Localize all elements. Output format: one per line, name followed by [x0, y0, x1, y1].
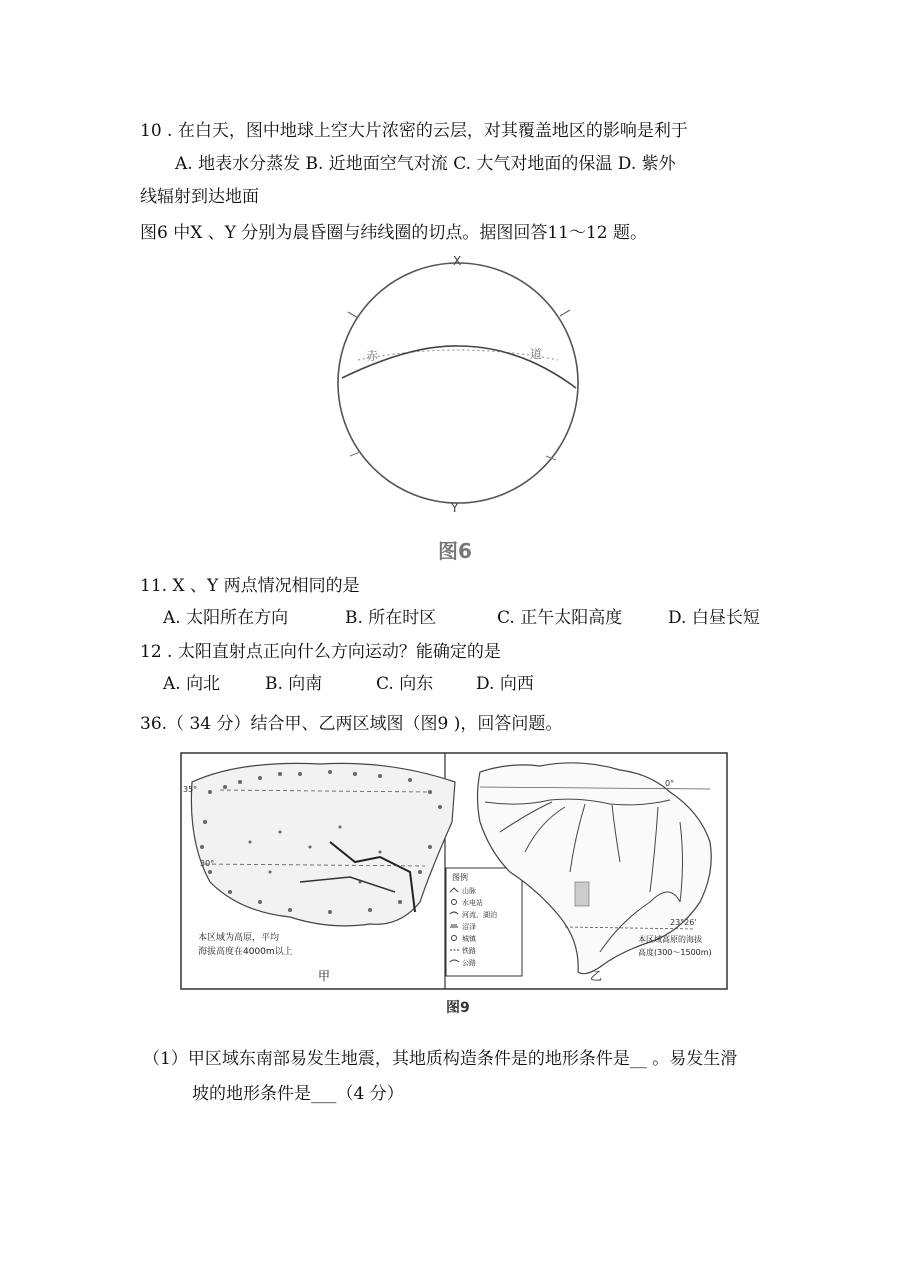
- right-lat-0-label: 0°: [665, 779, 675, 788]
- tick-sw: [350, 452, 360, 456]
- q11-stem: 11. X 、Y 两点情况相同的是: [140, 576, 360, 596]
- q36-1-line2: 坡的地形条件是___（4 分）: [192, 1084, 404, 1104]
- legend-item-rivers: 河流、湖泊: [462, 911, 497, 919]
- figure-9-maps: [180, 752, 728, 992]
- q11-option-c: C. 正午太阳高度: [497, 608, 623, 628]
- q12-option-b: B. 向南: [265, 674, 323, 694]
- lat-35-label: 35°: [183, 785, 198, 794]
- panel-left-label: 甲: [318, 969, 331, 983]
- legend-item-hydropower: 水电站: [462, 899, 483, 907]
- tick-nw: [348, 312, 358, 318]
- q10-options-line1: A. 地表水分蒸发 B. 近地面空气对流 C. 大气对地面的保温 D. 紫外: [175, 154, 676, 174]
- fig9-caption: 图9: [446, 1000, 470, 1016]
- label-y: Y: [451, 501, 459, 515]
- q12-option-a: A. 向北: [163, 674, 221, 694]
- q12-option-c: C. 向东: [376, 674, 434, 694]
- equator-label-right: 道: [530, 347, 543, 361]
- basin-note-line2: 高度(300～1500m): [638, 948, 712, 957]
- q12-stem: 12 . 太阳直射点正向什么方向运动？能确定的是: [140, 642, 501, 662]
- q10-options-line2: 线辐射到达地面: [140, 187, 259, 207]
- q11-option-d: D. 白昼长短: [668, 608, 760, 628]
- lat-30-label: 30°: [200, 859, 215, 868]
- globe-outline: [338, 263, 578, 503]
- q12-option-d: D. 向西: [476, 674, 534, 694]
- fig6-caption: 图6: [438, 539, 472, 563]
- legend-item-road: 公路: [462, 959, 476, 967]
- q11-option-b: B. 所在时区: [345, 608, 437, 628]
- legend-item-swamp: 沼泽: [462, 923, 476, 931]
- q11-option-a: A. 太阳所在方向: [163, 608, 289, 628]
- legend-item-town: 城镇: [462, 935, 476, 943]
- plateau-note-line2: 海拔高度在4000m以上: [198, 947, 293, 957]
- legend-box: [446, 868, 522, 976]
- q36-stem: 36.（ 34 分）结合甲、乙两区域图（图9 )，回答问题。: [140, 714, 563, 734]
- q36-1-line1: （1）甲区域东南部易发生地震，其地质构造条件是的地形条件是__ 。易发生滑: [143, 1049, 738, 1069]
- plateau-note-line1: 本区域为高原，平均: [198, 933, 280, 943]
- q10-stem: 10 . 在白天，图中地球上空大片浓密的云层，对其覆盖地区的影响是利于: [140, 121, 688, 141]
- equator-label-left: 赤: [366, 349, 379, 363]
- figure-6-globe: [320, 250, 600, 550]
- fig6-intro: 图6 中X 、Y 分别为晨昏圈与纬线圈的切点。据图回答11～12 题。: [140, 223, 648, 243]
- right-lat-23-label: 23°26': [670, 918, 697, 927]
- legend-item-railway: 铁路: [462, 947, 476, 955]
- label-x: X: [453, 254, 462, 268]
- basin-note-line1: 本区域高原的海拔: [638, 935, 702, 944]
- panel-right-label: 乙: [590, 969, 603, 983]
- legend-title: 图例: [452, 873, 468, 882]
- legend-item-mountain: 山脉: [462, 887, 476, 895]
- tick-ne: [560, 310, 570, 316]
